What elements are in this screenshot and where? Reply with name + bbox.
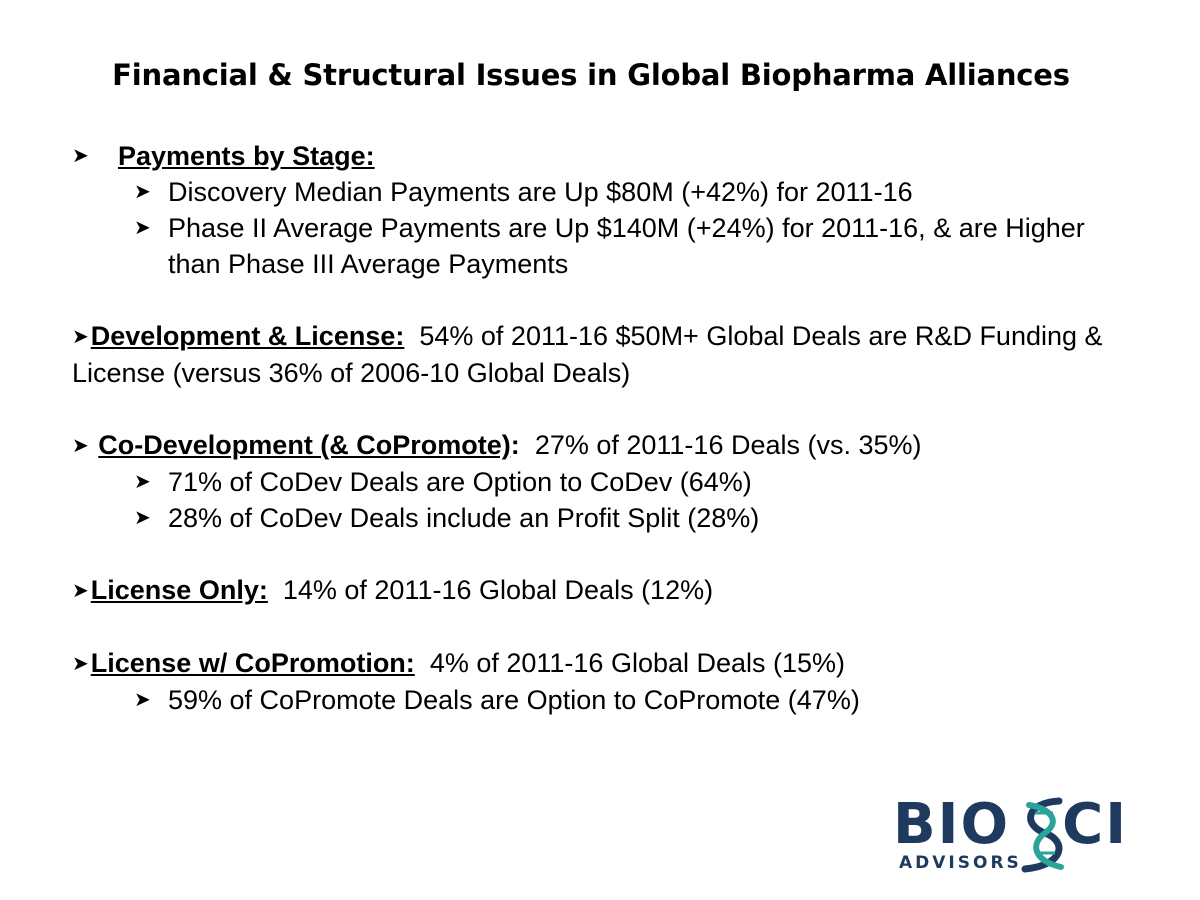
payments-heading: Payments by Stage: [118, 141, 375, 171]
slide-content [72, 138, 1142, 718]
development-license-heading: Development & License: [90, 321, 405, 351]
discovery-text: Discovery Median Payments are Up $80M (+42%) for 2011-16 [168, 177, 913, 207]
slide-title: Financial & Structural Issues in Global Biopharma Alliances [112, 58, 1070, 92]
bullet-discovery [72, 174, 1142, 210]
bullet-copromotion [72, 645, 1142, 682]
arrow-bullet-icon: ➤ [72, 580, 89, 602]
copromote-option-text: 59% of CoPromote Deals are Option to CoPromote (47%) [168, 685, 860, 715]
license-only-heading: License Only: [90, 575, 268, 605]
arrow-bullet-icon: ➤ [134, 689, 151, 711]
arrow-bullet-icon: ➤ [72, 145, 89, 167]
arrow-bullet-icon: ➤ [134, 507, 151, 529]
co-development-text: 27% of 2011-16 Deals (vs. 35%) [534, 430, 922, 460]
bullet-copromote-option [72, 682, 1142, 718]
development-license-text: 54% of 2011-16 $50M+ Global Deals are R&D Funding & License (versus 36% of 2006-10 Global Deals) [72, 321, 1103, 388]
arrow-bullet-icon: ➤ [72, 326, 89, 348]
arrow-bullet-icon: ➤ [72, 653, 89, 675]
bullet-codev-profit [72, 500, 1142, 536]
bullet-co-development: ➤ Co-Development (& CoPromote): 27% of 2011-16 Deals (vs. 35%) [72, 427, 1142, 464]
bullet-payments [72, 138, 1142, 174]
bullet-codev-option [72, 464, 1142, 500]
arrow-bullet-icon: ➤ [134, 217, 151, 239]
logo-wordmark: BIO CI [893, 792, 1129, 857]
phase-ii-text: Phase II Average Payments are Up $140M (+24%) for 2011-16, & are Higher than Phase III Average Payments [168, 213, 1085, 279]
bullet-development-license [72, 318, 1142, 391]
copromotion-text: 4% of 2011-16 Global Deals (15%) [429, 648, 846, 678]
bullet-phase-ii [72, 210, 1142, 282]
co-development-heading: Co-Development (& CoPromote) [98, 430, 511, 460]
logo-subtitle: ADVISORS [899, 853, 1022, 873]
codev-option-text: 71% of CoDev Deals are Option to CoDev (64%) [168, 467, 752, 497]
arrow-bullet-icon: ➤ [134, 471, 151, 493]
copromotion-heading: License w/ CoPromotion: [90, 648, 415, 678]
codev-profit-text: 28% of CoDev Deals include an Profit Split (28%) [168, 503, 760, 533]
bullet-license-only [72, 572, 1142, 609]
biosci-logo [893, 792, 1163, 880]
dna-helix-icon [1015, 795, 1073, 875]
arrow-bullet-icon: ➤ [72, 435, 89, 457]
arrow-bullet-icon: ➤ [134, 181, 151, 203]
license-only-text: 14% of 2011-16 Global Deals (12%) [282, 575, 714, 605]
